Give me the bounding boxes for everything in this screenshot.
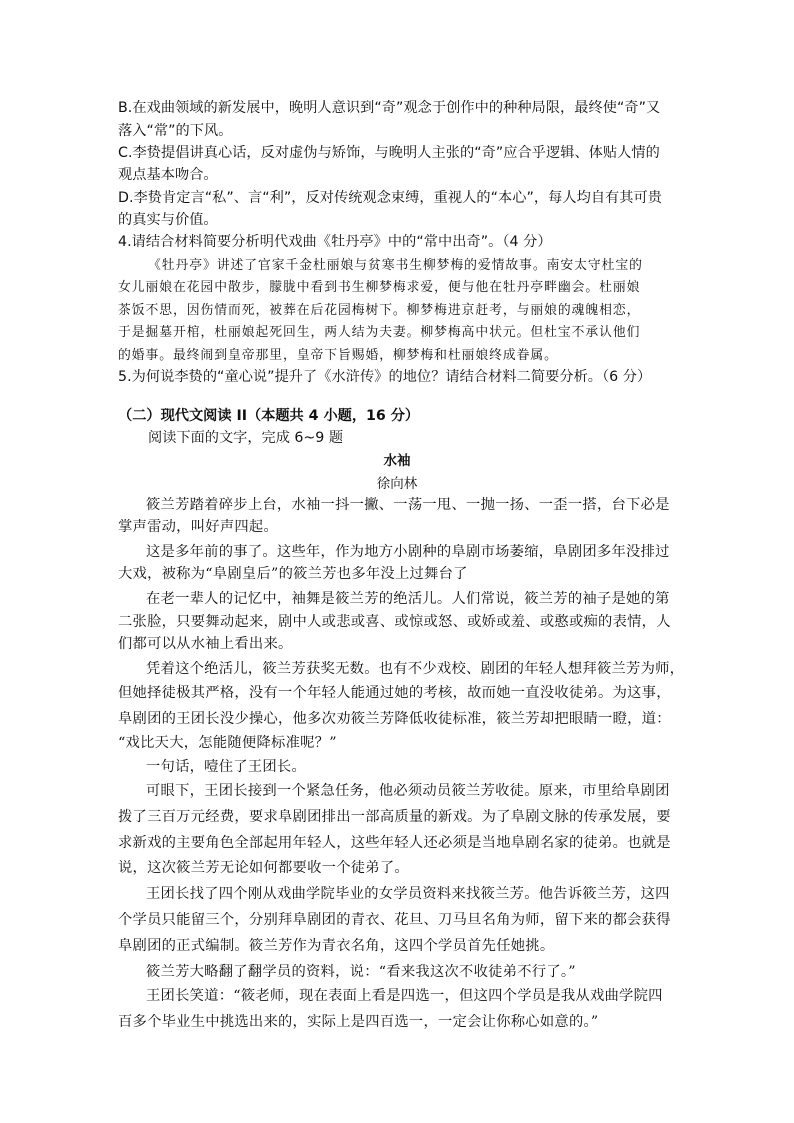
question-4-material-line: 女儿丽娘在花园中散步，朦胧中看到书生柳梦梅求爱，便与他在牡丹亭畔幽会。杜丽娘 [118,280,641,295]
story-line: “戏比天大，怎能随便降标准呢？” [118,735,337,751]
question-4-material-line: 茶饭不思，因伤情而死，被葬在后花园梅树下。柳梦梅进京赶考，与丽娘的魂魄相恋， [118,303,641,318]
option-d-line-1: D.李贽肯定言“私”、言“利”，反对传统观念束缚，重视人的“本心”，每人均自有其可贵 [118,190,663,206]
story-line: 大戏，被称为“阜剧皇后”的筱兰芳也多年没上过舞台了 [118,566,468,582]
option-b-line-1: B.在戏曲领域的新发展中，晚明人意识到“奇”观念于创作中的种种局限，最终使“奇”又 [118,100,661,116]
section-instruction: 阅读下面的文字，完成 6~9 题 [148,430,344,446]
question-4-material-line: 的婚事。最终闹到皇帝那里，皇帝下旨赐婚，柳梦梅和杜丽娘终成眷属。 [118,348,558,363]
option-c-line-1: C.李贽提倡讲真心话，反对虚伪与矫饰，与晚明人主张的“奇”应合乎逻辑、体贴人情的 [118,145,660,161]
story-line: 这是多年前的事了。这些年，作为地方小剧种的阜剧市场萎缩，阜剧团多年没排过 [146,544,670,560]
story-line: 阜剧团的正式编制。筱兰芳作为青衣名角，这四个学员首先任她挑。 [118,938,555,954]
story-line: 在老一辈人的记忆中，袖舞是筱兰芳的绝活儿。人们常说，筱兰芳的袖子是她的第 [146,591,670,607]
story-line: 百多个毕业生中挑选出来的，实际上是四百选一，一定会让你称心如意的。” [118,1014,599,1030]
story-line: 一句话，噎住了王团长。 [146,759,307,775]
story-line: 凭着这个绝活儿，筱兰芳获奖无数。也有不少戏校、剧团的年轻人想拜筱兰芳为师， [146,661,685,677]
story-line: 说，这次筱兰芳无论如何都要收一个徒弟了。 [118,860,409,876]
story-line: 可眼下，王团长接到一个紧急任务，他必须动员筱兰芳收徒。原来，市里给阜剧团 [146,783,670,799]
option-b-line-2: 落入“常”的下风。 [118,123,233,139]
option-c-line-2: 观点基本吻合。 [118,167,218,183]
story-line: 二张脸，只要舞动起来，剧中人或悲或喜、或惊或怒、或娇或羞、或憨或痴的表情，人 [118,614,671,630]
story-line: 王团长找了四个刚从戏曲学院毕业的女学员资料来找筱兰芳。他告诉筱兰芳，这四 [146,886,670,902]
story-line: 个学员只能留三个，分别拜阜剧团的青衣、花旦、刀马旦名角为师，留下来的都会获得 [118,912,671,928]
story-line: 筱兰芳大略翻了翻学员的资料，说：“看来我这次不收徒弟不行了。” [146,964,576,980]
option-d-line-2: 的真实与价值。 [118,212,218,228]
story-line: 筱兰芳踏着碎步上台，水袖一抖一撇、一荡一甩、一抛一扬、一歪一搭，台下必是 [146,497,670,513]
story-line: 求新戏的主要角色全部起用年轻人，这些年轻人还必须是当地阜剧名家的徒弟。也就是 [118,835,671,851]
section-heading: （二）现代文阅读 II（本题共 4 小题，16 分） [118,408,420,424]
story-title: 水袖 [383,453,411,469]
story-author: 徐向林 [376,476,418,492]
story-line: 掌声雷动，叫好声四起。 [118,519,279,535]
question-4-material-line: 《牡丹亭》讲述了官家千金杜丽娘与贫寒书生柳梦梅的爱情故事。南安太守杜宝的 [148,258,643,273]
story-line: 王团长笑道：“筱老师，现在表面上看是四选一，但这四个学员是我从戏曲学院四 [146,988,663,1004]
question-4-material-line: 于是掘墓开棺，杜丽娘起死回生，两人结为夫妻。柳梦梅高中状元。但杜宝不承认他们 [118,325,641,340]
story-line: 但她择徒极其严格，没有一个年轻人能通过她的考核，故而她一直没收徒弟。为这事， [118,685,671,701]
story-line: 阜剧团的王团长没少操心，他多次劝筱兰芳降低收徒标准，筱兰芳却把眼睛一瞪，道： [118,711,671,727]
story-line: 们都可以从水袖上看出来。 [118,636,293,652]
question-5: 5.为何说李贽的“童心说”提升了《水浒传》的地位？请结合材料二简要分析。（6 分） [118,369,652,385]
question-4: 4.请结合材料简要分析明代戏曲《牡丹亭》中的“常中出奇”。（4 分） [118,234,552,250]
story-line: 拨了三百万元经费，要求阜剧团排出一部高质量的新戏。为了阜剧文脉的传承发展，要 [118,809,671,825]
